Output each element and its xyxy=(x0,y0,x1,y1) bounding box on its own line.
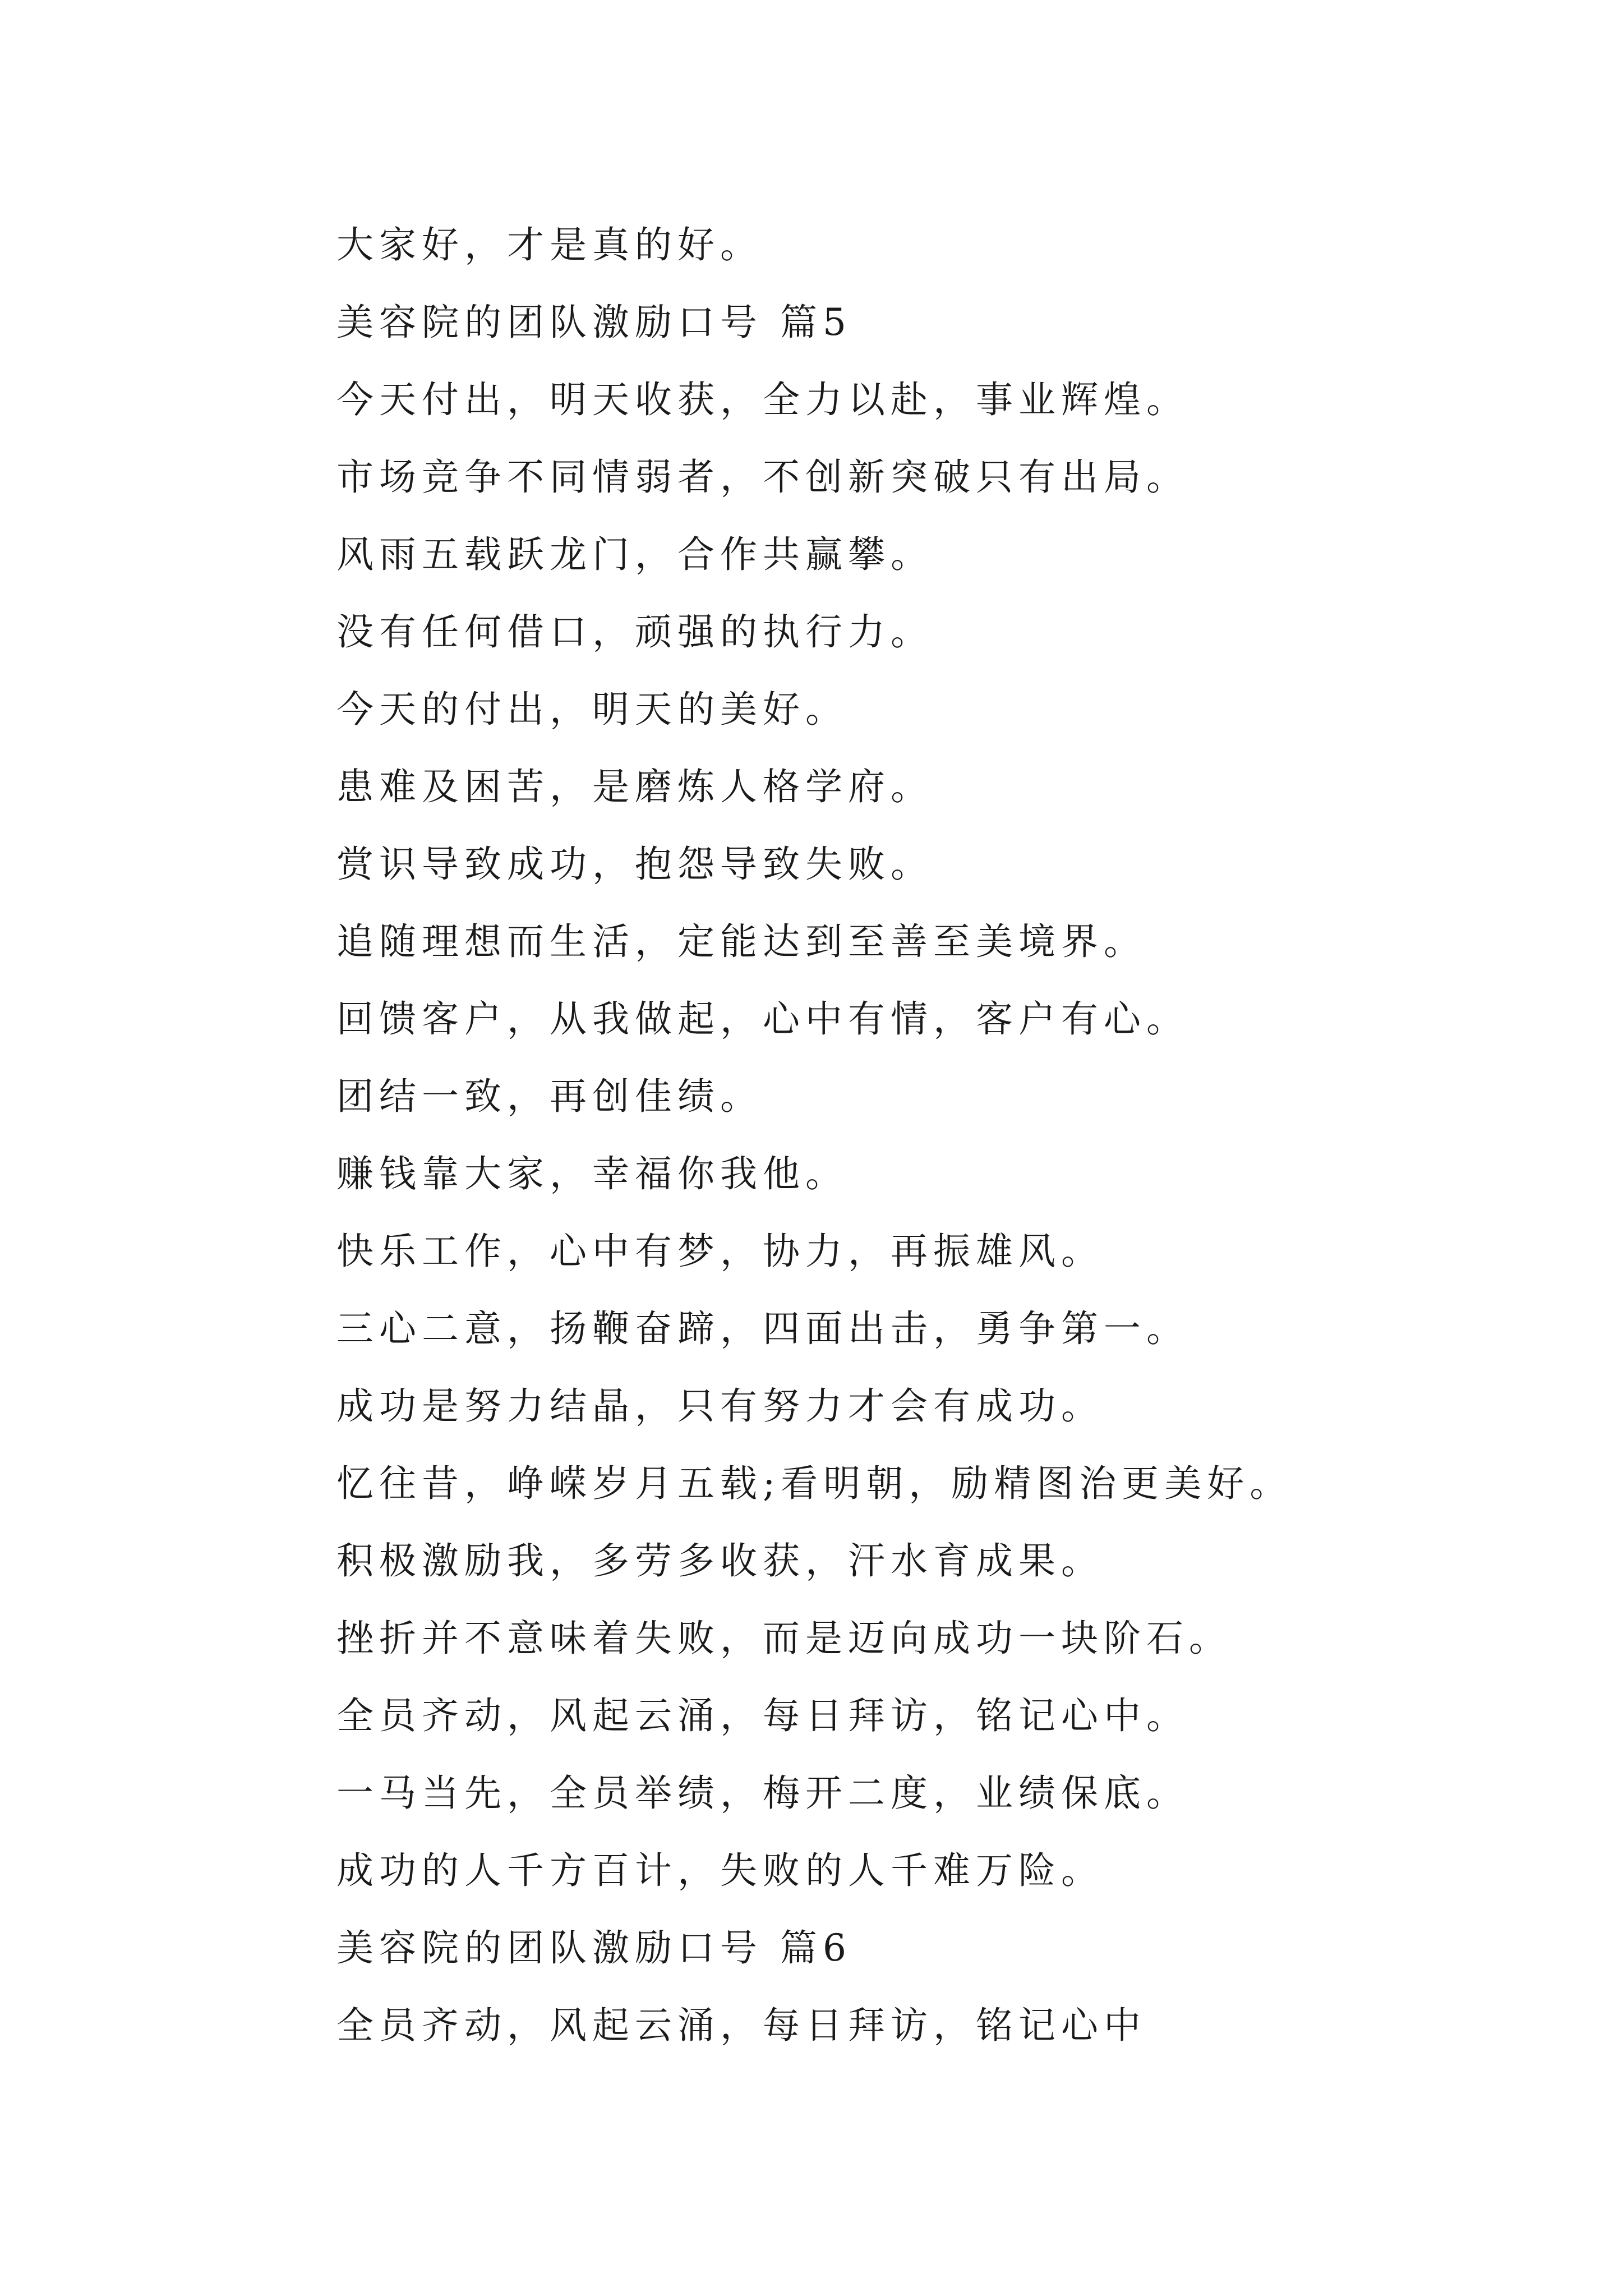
text-line: 回馈客户，从我做起，心中有情，客户有心。 xyxy=(336,997,1189,1041)
text-line: 市场竞争不同情弱者，不创新突破只有出局。 xyxy=(336,455,1189,499)
text-line: 快乐工作，心中有梦，协力，再振雄风。 xyxy=(336,1230,1104,1273)
section-heading: 美容院的团队激励口号 篇5 xyxy=(336,301,852,344)
text-line: 一马当先，全员举绩，梅开二度，业绩保底。 xyxy=(336,1772,1189,1815)
text-line: 风雨五载跃龙门，合作共赢攀。 xyxy=(336,533,933,576)
text-line: 成功的人千方百计，失败的人千难万险。 xyxy=(336,1849,1104,1892)
text-line: 赏识导致成功，抱怨导致失败。 xyxy=(336,843,933,886)
text-line: 挫折并不意味着失败，而是迈向成功一块阶石。 xyxy=(336,1617,1232,1660)
text-line: 成功是努力结晶，只有努力才会有成功。 xyxy=(336,1384,1104,1428)
text-line: 追随理想而生活，定能达到至善至美境界。 xyxy=(336,920,1146,963)
text-line: 今天的付出，明天的美好。 xyxy=(336,688,848,731)
text-line: 大家好，才是真的好。 xyxy=(336,223,763,266)
text-line: 全员齐动，风起云涌，每日拜访，铭记心中 xyxy=(336,2004,1146,2047)
text-line: 积极激励我，多劳多收获，汗水育成果。 xyxy=(336,1539,1104,1582)
text-line: 团结一致，再创佳绩。 xyxy=(336,1075,763,1118)
text-line: 赚钱靠大家，幸福你我他。 xyxy=(336,1152,848,1195)
text-line: 今天付出，明天收获，全力以赴，事业辉煌。 xyxy=(336,378,1189,421)
section-heading: 美容院的团队激励口号 篇6 xyxy=(336,1926,852,1970)
text-line: 三心二意，扬鞭奋蹄，四面出击，勇争第一。 xyxy=(336,1307,1189,1350)
text-line: 没有任何借口，顽强的执行力。 xyxy=(336,610,933,654)
text-line: 全员齐动，风起云涌，每日拜访，铭记心中。 xyxy=(336,1694,1189,1737)
text-line: 患难及困苦，是磨炼人格学府。 xyxy=(336,765,933,808)
document-body xyxy=(336,206,1570,2064)
text-line: 忆往昔，峥嵘岁月五载;看明朝，励精图治更美好。 xyxy=(336,1462,1293,1505)
